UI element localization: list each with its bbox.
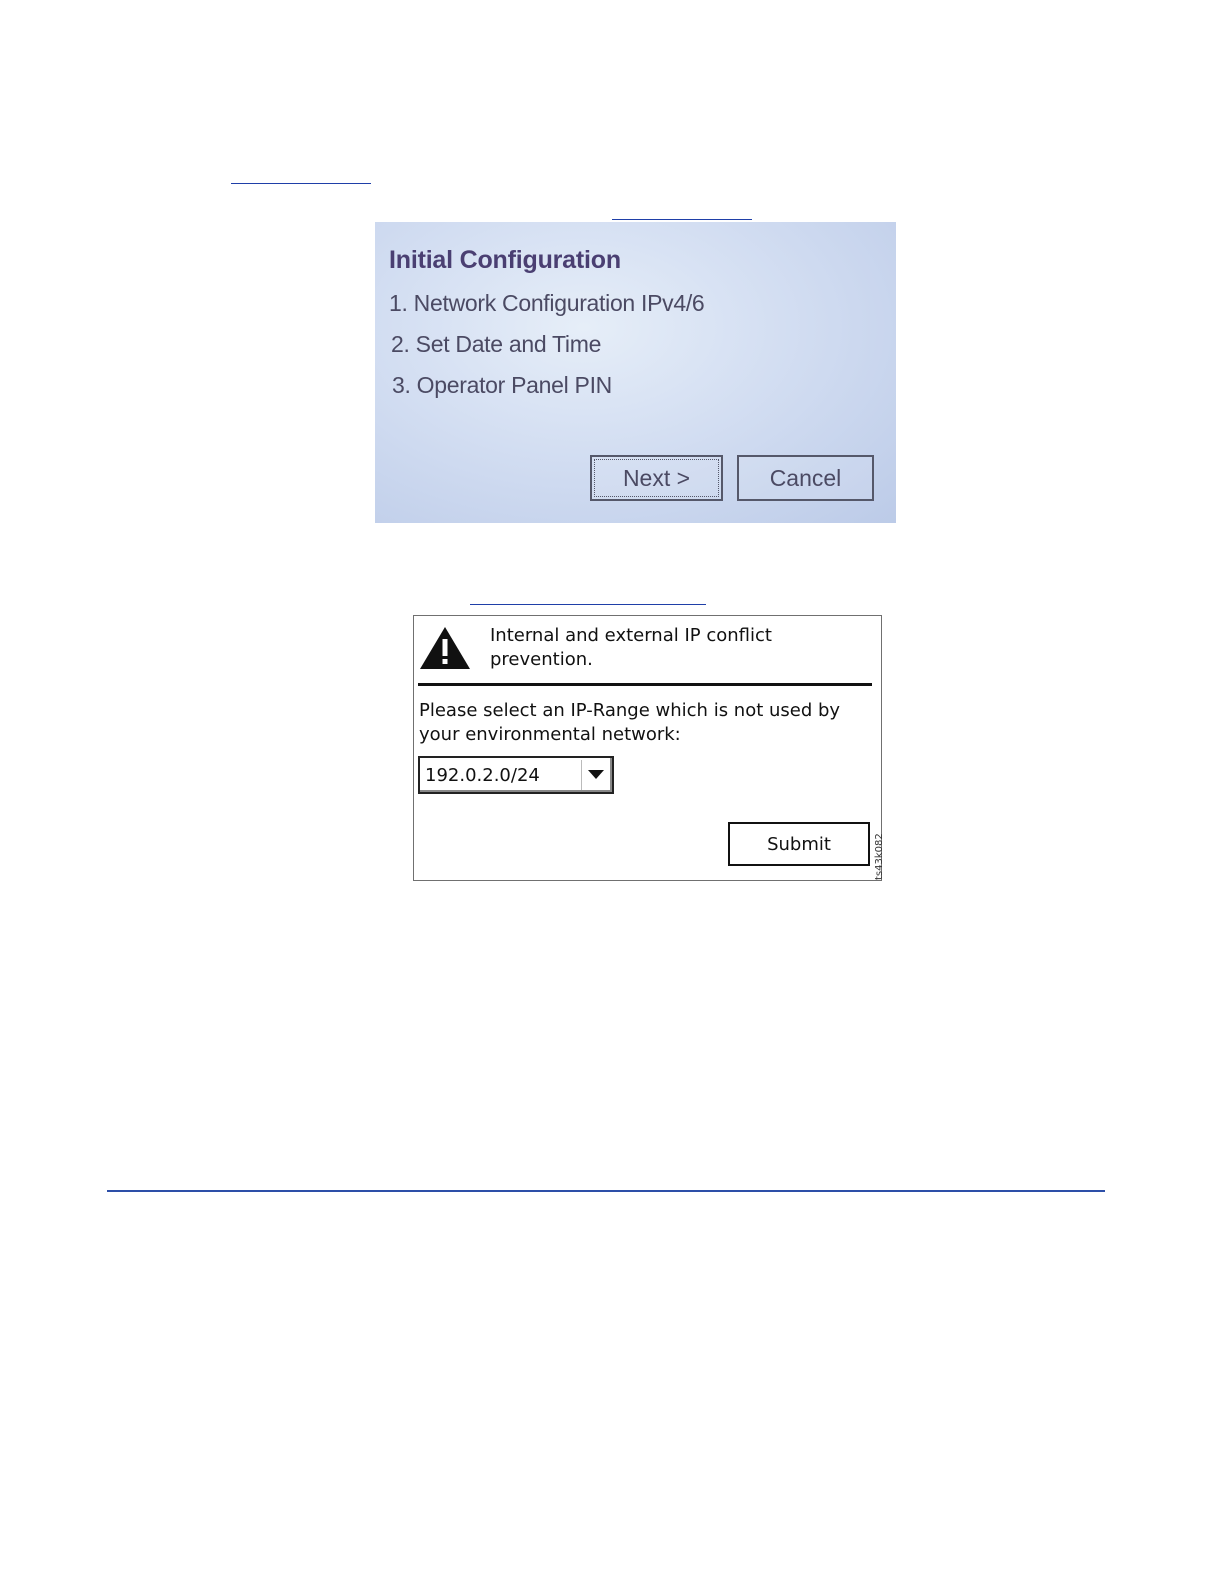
dialog-header: Internal and external IP conflict prevention. [490,625,772,670]
menu-item-set-date-time[interactable]: 2. Set Date and Time [391,331,602,357]
next-button[interactable]: Next > [590,455,723,501]
figure-id: ts43k082 [874,833,885,880]
menu-item-network-configuration[interactable]: 1. Network Configuration IPv4/6 [389,290,705,316]
ip-range-value: 192.0.2.0/24 [425,765,540,786]
link-underline-3 [470,604,706,605]
link-underline-1 [231,183,371,184]
cancel-button[interactable]: Cancel [737,455,874,501]
page-divider [107,1190,1105,1192]
ip-range-select[interactable] [418,756,614,794]
initial-configuration-panel [375,222,896,523]
dialog-prompt: Please select an IP-Range which is not used by your environmental network: [419,700,841,745]
dropdown-arrow-icon[interactable] [581,760,610,790]
menu-item-operator-panel-pin[interactable]: 3. Operator Panel PIN [392,372,612,398]
ip-conflict-dialog [413,615,882,881]
warning-triangle-icon [419,626,471,670]
panel-title: Initial Configuration [389,246,621,274]
link-underline-2 [612,219,752,220]
divider [418,683,872,686]
submit-button[interactable]: Submit [728,822,870,866]
